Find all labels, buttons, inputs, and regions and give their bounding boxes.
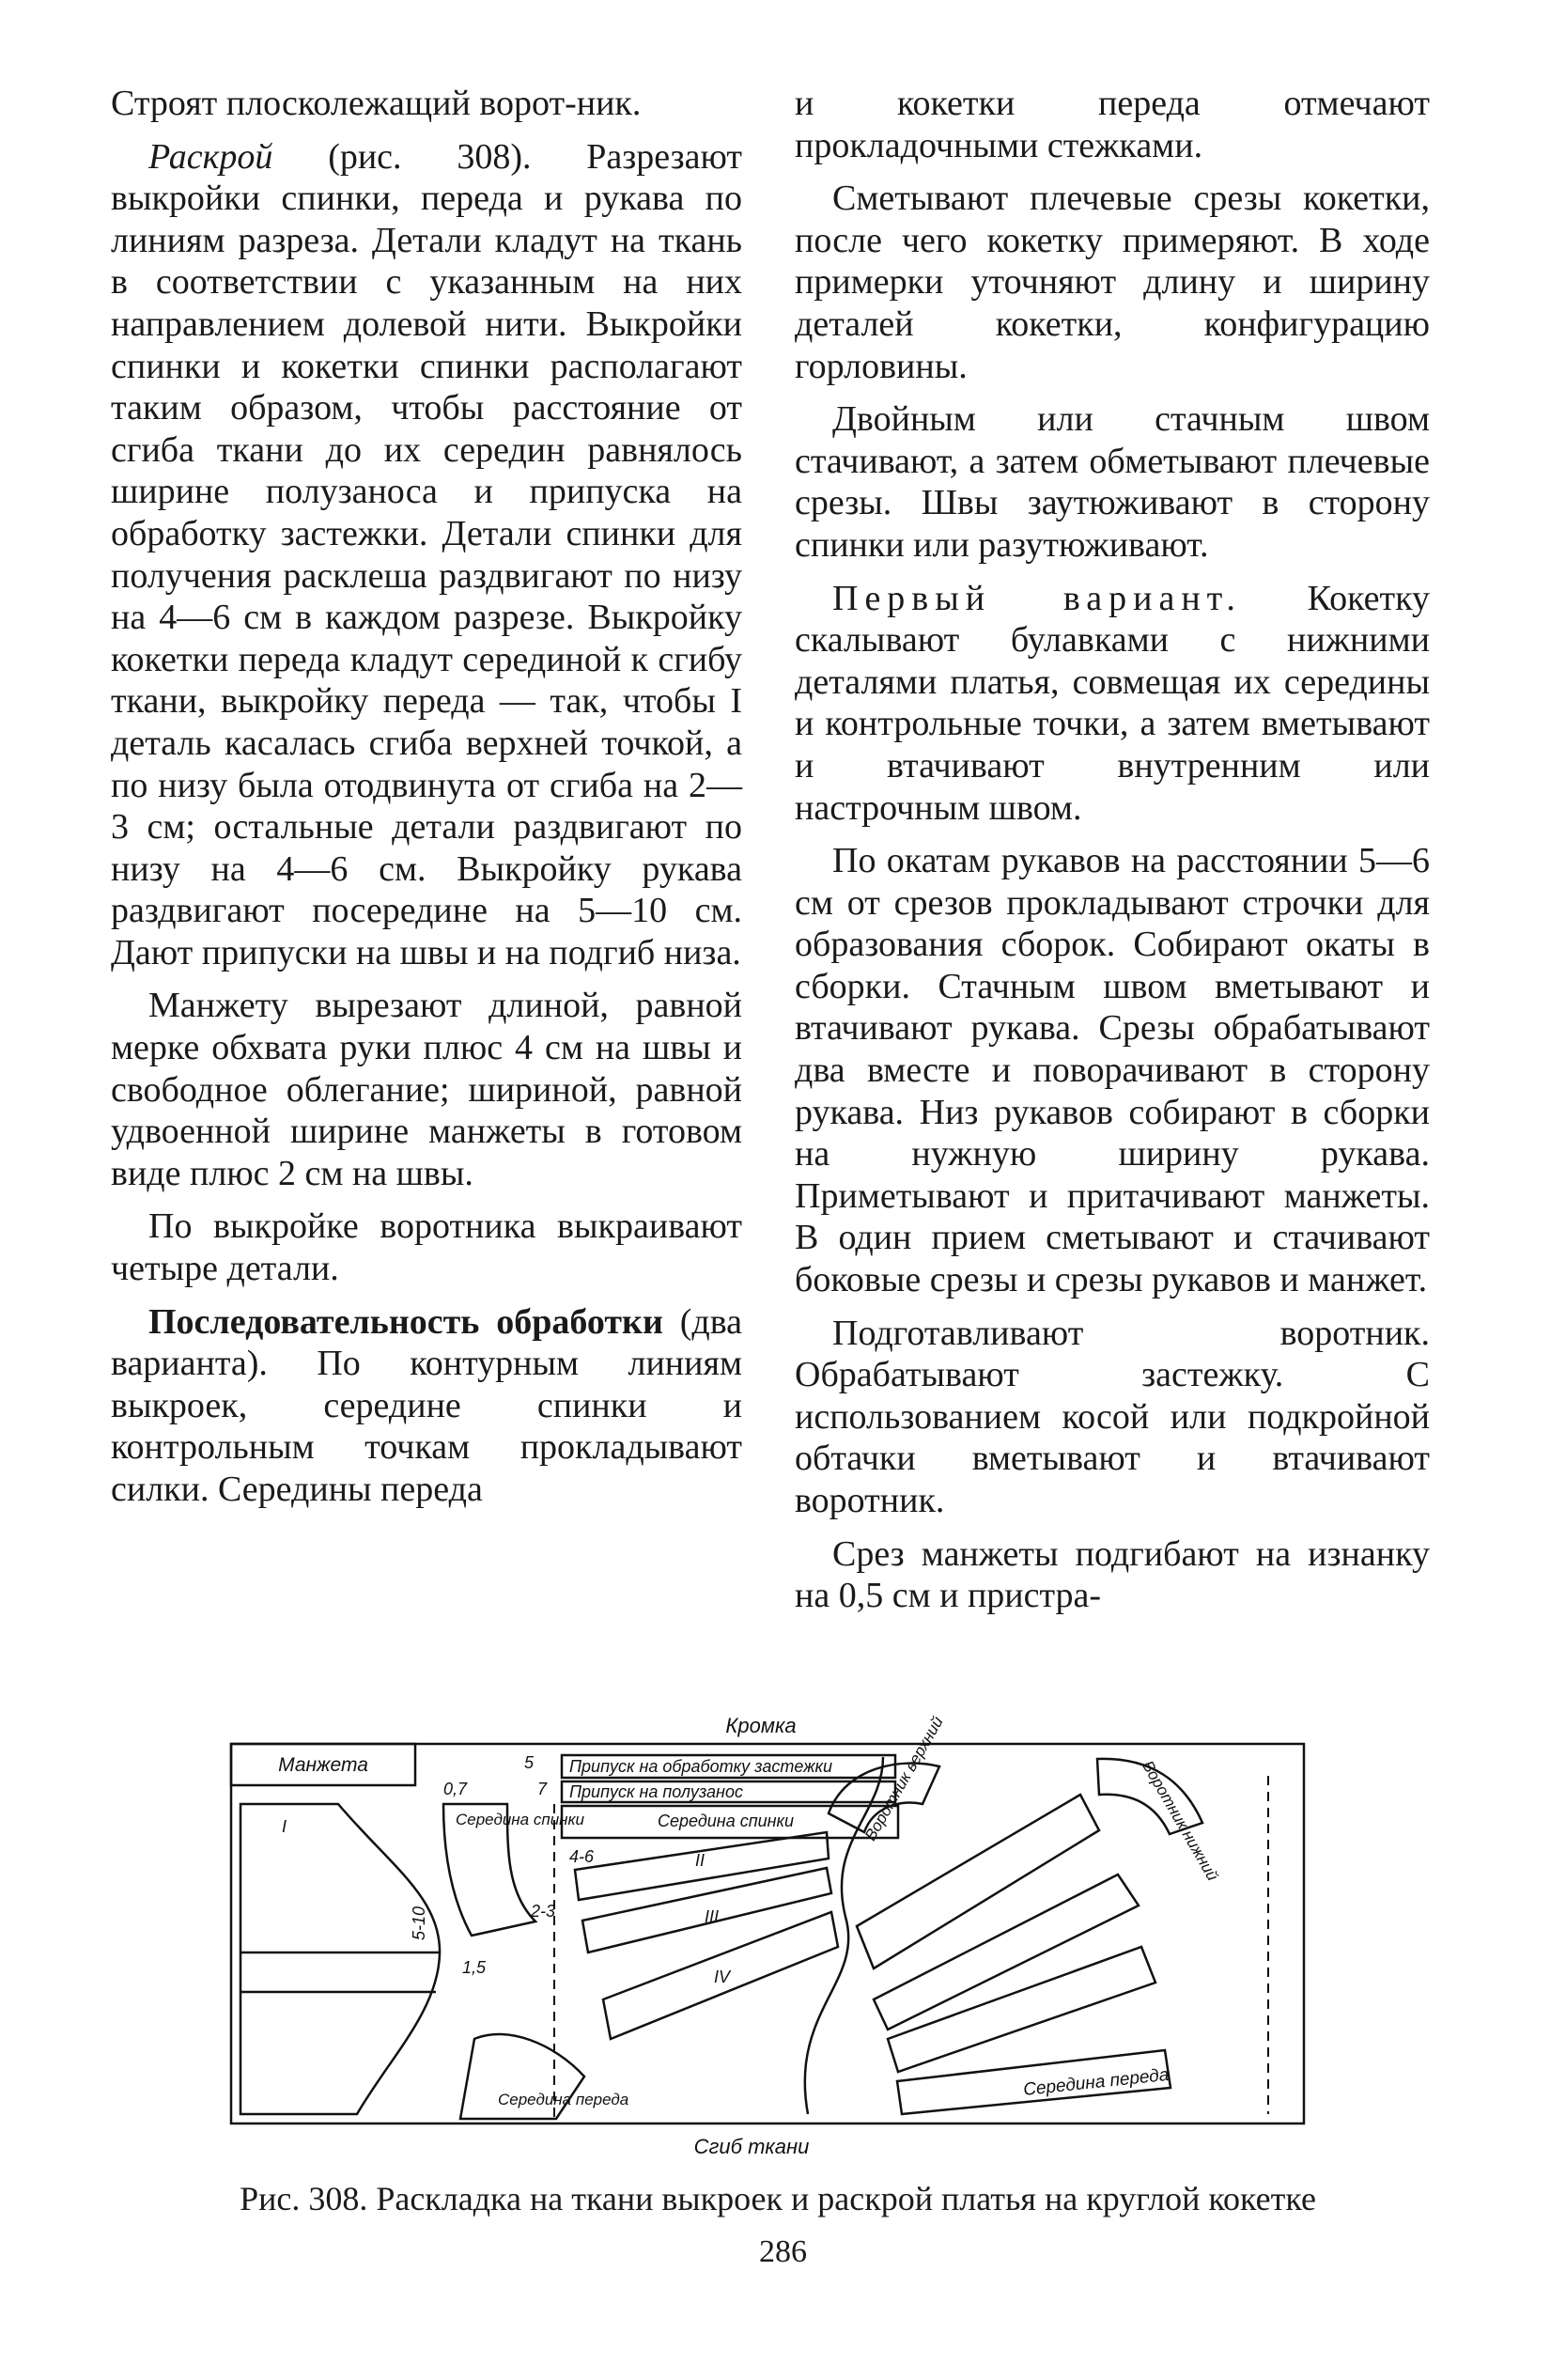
mark-7: 7 bbox=[537, 1780, 548, 1798]
paragraph: По выкройке воротника выкраивают четыре детали. bbox=[111, 1206, 742, 1289]
right-column bbox=[795, 83, 1430, 1628]
paragraph-text: Кокетку скалывают булавками с нижними деталями платья, совмещая их середины и контрольные точки, а затем вметывают и втачивают внутренним или настрочным швом. bbox=[795, 578, 1430, 828]
paragraph: Подготавливают воротник. Обрабатывают застежку. С использованием косой или подкройной обтачки вметывают и втачивают воротник. bbox=[795, 1313, 1430, 1520]
front-panel-iii bbox=[874, 1874, 1139, 2030]
figure-caption: Рис. 308. Раскладка на ткани выкроек и раскрой платья на круглой кокетке bbox=[240, 2180, 1316, 2217]
front-center-label: Середина переда bbox=[1022, 2064, 1171, 2100]
paragraph: По окатам рукавов на расстоянии 5—6 см от срезов прокладывают строчки для образования сборок. Собирают окаты в сборки. Стачным швом вметывают и втачивают рукава. Срезы обрабатывают два вместе и поворачивают в сторону рукава. Низ рукавов собирают в сборки на нужную ширину рукава. Приметывают и притачивают манжеты. В один прием сметывают и стачивают боковые срезы и срезы рукавов и манжет. bbox=[795, 841, 1430, 1300]
page-number: 286 bbox=[759, 2234, 807, 2269]
back-center-strip-label: Середина спинки bbox=[658, 1812, 795, 1830]
mark-ii: II bbox=[695, 1851, 705, 1870]
mark-5: 5 bbox=[524, 1753, 535, 1772]
front-yoke-label: Середина переда bbox=[498, 2091, 629, 2108]
paragraph bbox=[111, 136, 742, 974]
paragraph: Строят плосколежащий ворот-ник. bbox=[111, 84, 642, 123]
fastener-allowance-label: Припуск на обработку застежки bbox=[569, 1757, 833, 1776]
paragraph: Срез манжеты подгибают на изнанку на 0,5 см и пристра- bbox=[795, 1533, 1430, 1616]
mark-07: 0,7 bbox=[443, 1780, 468, 1798]
paragraph: Сметывают плечевые срезы кокетки, после чего кокетку примеряют. В ходе примерки уточняют длину и ширину деталей кокетки, конфигурацию горловины. bbox=[795, 179, 1430, 386]
variant-heading: Первый вариант. bbox=[832, 578, 1242, 618]
paragraph-text: (рис. 308). Разрезают выкройки спинки, переда и рукава по линиям разреза. Детали кладут на ткань в соответствии с указанным на них направлением долевой нити. Выкройки спинки и кокетки спинки располагают таким образом, чтобы расстояние от сгиба ткани до их середин равнялось ширине полузаноса и припуска на обработку застежки. Детали спинки для получения расклеша раздвигают по низу на 4—6 см в каждом разрезе. Выкройку кокетки переда кладут серединой к сгибу ткани, выкройку переда — так, чтобы I деталь касалась сгиба верхней точкой, а по низу была отодвинута от сгиба на 2—3 см; остальные детали раздвигают по низу на 4—6 см. Выкройку рукава раздвигают посередине на 5—10 см. Дают припуски на швы и на подгиб низа. bbox=[111, 136, 742, 972]
mark-i: I bbox=[282, 1817, 287, 1836]
paragraph-text: (два варианта). По контурным линиям выкроек, середине спинки и контрольным точкам прокладывают силки. Середины переда bbox=[111, 1301, 742, 1509]
fold-curve bbox=[805, 1757, 883, 2114]
paragraph: Двойным или стачным швом стачивают, а затем обметывают плечевые срезы. Швы заутюживают в сторону спинки или разутюживают. bbox=[795, 399, 1430, 565]
sleeve-piece bbox=[240, 1804, 440, 2114]
left-column bbox=[111, 83, 742, 1522]
section-heading: Последовательность обработки bbox=[148, 1301, 663, 1342]
collar-upper-label: Воротник верхний bbox=[861, 1713, 947, 1844]
fold-label: Сгиб ткани bbox=[693, 2135, 810, 2158]
paragraph bbox=[111, 1301, 742, 1511]
mark-15: 1,5 bbox=[462, 1958, 487, 1977]
back-yoke-label: Середина спинки bbox=[456, 1811, 584, 1828]
section-lead: Раскрой bbox=[148, 136, 273, 177]
half-overlap-label: Припуск на полузанос bbox=[569, 1782, 743, 1801]
pattern-layout-diagram bbox=[225, 1701, 1315, 2161]
mark-4-6: 4-6 bbox=[569, 1847, 595, 1866]
mark-iii: III bbox=[705, 1907, 720, 1926]
mark-2-3: 2-3 bbox=[531, 1902, 556, 1921]
mark-iv: IV bbox=[714, 1968, 731, 1986]
cuff-label: Манжета bbox=[278, 1754, 368, 1776]
selvage-label: Кромка bbox=[725, 1714, 797, 1737]
mark-5-10: 5-10 bbox=[410, 1906, 428, 1940]
collar-lower-label: Воротник нижний bbox=[1138, 1757, 1222, 1884]
fabric-outline bbox=[231, 1744, 1304, 2123]
paragraph bbox=[795, 578, 1430, 830]
paragraph: Манжету вырезают длиной, равной мерке обхвата руки плюс 4 см на швы и свободное облегание; шириной, равной удвоенной ширине манжеты в готовом виде плюс 2 см на швы. bbox=[111, 986, 742, 1193]
paragraph: и кокетки переда отмечают прокладочными стежками. bbox=[795, 84, 1430, 165]
pattern-layout-figure bbox=[225, 1701, 1315, 2161]
